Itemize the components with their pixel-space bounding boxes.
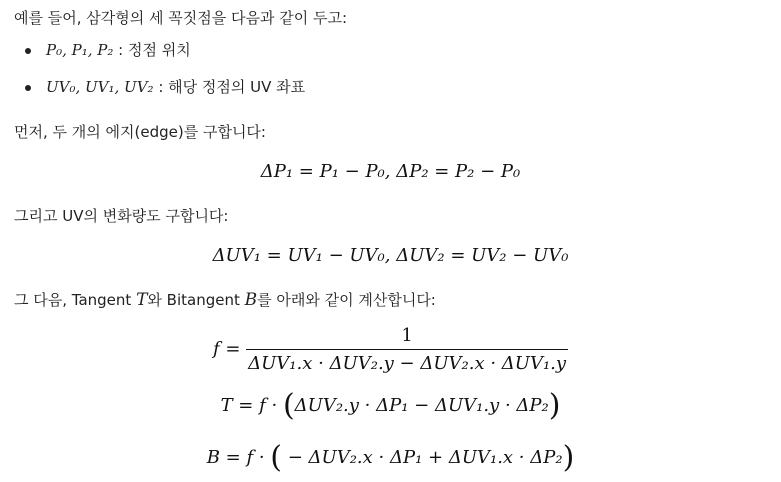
- intro-middle: 와 Bitangent: [147, 291, 245, 309]
- bullet-text: : 해당 정점의 UV 좌표: [153, 78, 306, 96]
- equation-f: [0, 325, 781, 374]
- equation-edges: ΔP₁ = P₁ − P₀, ΔP₂ = P₂ − P₀: [260, 161, 521, 182]
- paren-open: (: [282, 388, 295, 423]
- f-lhs: f =: [212, 338, 241, 360]
- bullet-text: : 정점 위치: [113, 41, 191, 59]
- bullet-dot: [25, 85, 31, 91]
- tangent-symbol: T: [136, 290, 148, 310]
- bullet-item-uvs: [46, 77, 305, 97]
- uv-intro-text: 그리고 UV의 변화량도 구합니다:: [14, 207, 229, 225]
- f-fraction: [246, 325, 568, 374]
- bullet-item-positions: [46, 40, 191, 60]
- equation-uv-deltas: ΔUV₁ = UV₁ − UV₀, ΔUV₂ = UV₂ − UV₀: [212, 245, 569, 266]
- paren-close: ): [562, 440, 575, 475]
- edge-intro-text: 먼저, 두 개의 에지(edge)를 구합니다:: [14, 123, 266, 141]
- b-lhs: B = f ·: [206, 447, 265, 468]
- paren-close: ): [548, 388, 561, 423]
- equation-tangent: [0, 388, 781, 423]
- intro-prefix: 그 다음, Tangent: [14, 291, 137, 309]
- bullet-dot: [25, 48, 31, 54]
- equation-bitangent: [0, 440, 781, 475]
- intro-suffix: 를 아래와 같이 계산합니다:: [257, 291, 436, 309]
- t-lhs: T = f ·: [220, 395, 278, 416]
- bullet-math: UV₀, UV₁, UV₂: [46, 78, 154, 96]
- f-numerator: 1: [401, 325, 413, 346]
- paren-open: (: [270, 440, 283, 475]
- b-body: − ΔUV₂.x · ΔP₁ + ΔUV₁.x · ΔP₂: [282, 447, 563, 468]
- bullet-math: P₀, P₁, P₂: [46, 41, 114, 59]
- bitangent-symbol: B: [244, 290, 258, 310]
- t-body: ΔUV₂.y · ΔP₁ − ΔUV₁.y · ΔP₂: [294, 395, 549, 416]
- tangent-bitangent-intro: [14, 290, 436, 310]
- f-denominator: ΔUV₁.x · ΔUV₂.y − ΔUV₂.x · ΔUV₁.y: [248, 353, 567, 374]
- intro-text: 예를 들어, 삼각형의 세 꼭짓점을 다음과 같이 두고:: [14, 9, 348, 27]
